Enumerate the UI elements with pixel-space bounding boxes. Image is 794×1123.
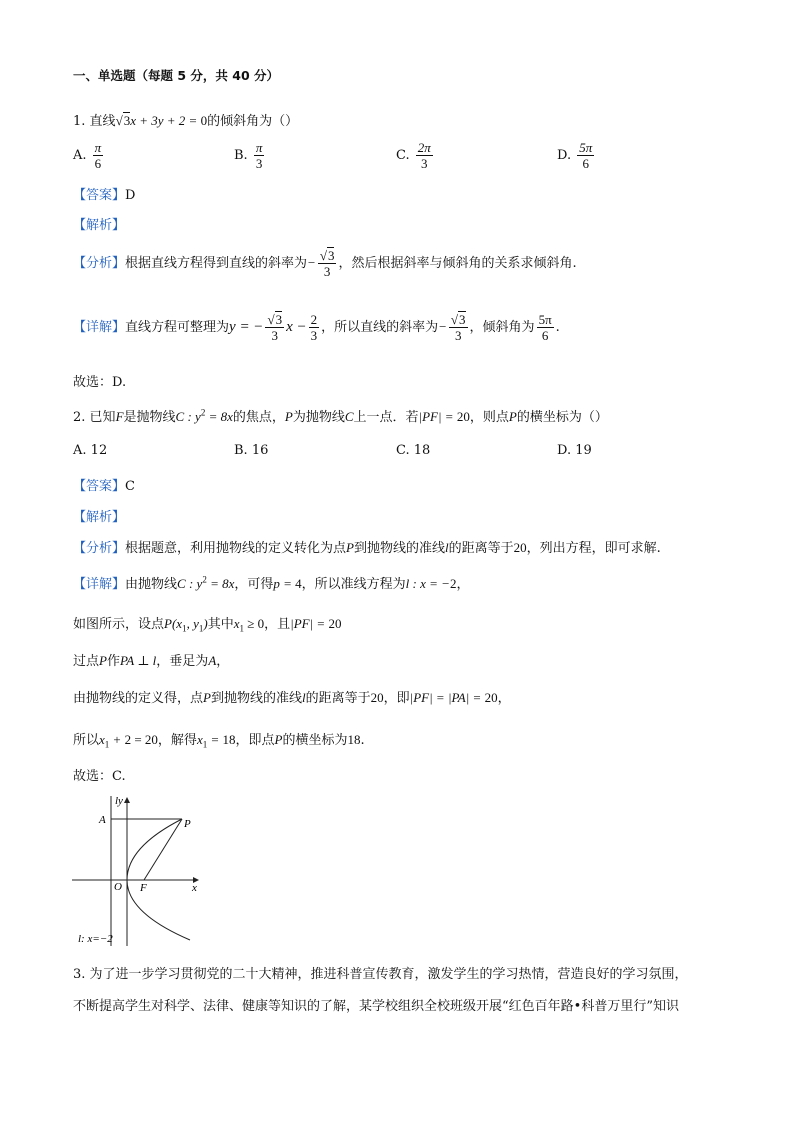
q2-line5: 由抛物线的定义得，点P到抛物线的准线l的距离等于20，即|PF| = |PA| = 20，: [73, 690, 511, 706]
q2-answer: 【答案】C: [73, 479, 135, 494]
q2-analysis-tag: 【解析】: [73, 510, 126, 525]
q2-option-d: D. 19: [557, 443, 592, 458]
q2-option-b: B. 16: [234, 443, 269, 458]
origin-label: O: [114, 881, 122, 893]
y-axis-label: y: [118, 795, 123, 807]
segment-pf: [144, 819, 182, 880]
q2-line6: 所以$x_1 + 2 = 20$，解得$x_1 = 18$，即点P的横坐标为18.: [73, 732, 365, 750]
point-p-label: P: [184, 818, 191, 830]
x-axis-label: x: [192, 882, 197, 894]
q1-number: 1.: [73, 114, 86, 129]
q1-stem-b: 的倾斜角为（）: [207, 114, 299, 129]
q1-stem: [73, 110, 298, 129]
q1-xiangjie: 【详解】直线方程可整理为y = − $\frac{√3}{3}$ x − $\frac{2}{3}$ ，所以直线的斜率为− $\frac{√3}{3}$ ，倾斜角为 $\frac{5\pi}{6}$ .: [73, 312, 560, 343]
q1-stem-a: 直线: [89, 114, 116, 129]
q3-line1: 3. 为了进一步学习贯彻党的二十大精神，推进科普宣传教育，激发学生的学习热情，营造良好的学习氛围，: [73, 967, 688, 982]
q1-fenxi: 【分析】根据直线方程得到直线的斜率为− $\frac{√3}{3}$ ，然后根据斜率与倾斜角的关系求倾斜角.: [73, 248, 577, 279]
point-a-label: A: [99, 814, 106, 826]
q2-stem: 2. 已知F是抛物线C : $y^2 = 8x$的焦点，P为抛物线C上一点．若|PF| = 20，则点P的横坐标为（）: [73, 407, 608, 425]
q1-option-c: C. $\frac{2\pi}{3}$: [396, 140, 431, 171]
q1-option-d: D. $\frac{5\pi}{6}$: [557, 140, 593, 171]
q1-option-b: B. $\frac{\pi}{3}$: [234, 140, 263, 171]
q2-conclusion: 故选：C.: [73, 769, 126, 784]
q2-option-c: C. 18: [396, 443, 431, 458]
section-title: 一、单选题（每题 5 分，共 40 分）: [73, 68, 280, 83]
focus-label: F: [140, 882, 147, 894]
q1-answer: 【答案】D: [73, 188, 136, 203]
q2-xiangjie: 【详解】由抛物线C : $y^2 = 8x$，可得p = 4，所以准线方程为l : x = −2，: [73, 574, 470, 592]
q1-equation: √3x + 3y + 2 = 0: [115, 113, 208, 128]
q2-line3: 如图所示，设点$P(x_1$, $y_1$)其中$x_1 \ge 0$，且|PF| = 20: [73, 616, 342, 634]
directrix-equation: l: x=−2: [78, 933, 113, 945]
q2-fenxi: 【分析】根据题意，利用抛物线的定义转化为点P到抛物线的准线l的距离等于20，列出方程，即可求解.: [73, 540, 661, 556]
q1-analysis-tag: 【解析】: [73, 218, 126, 233]
q2-line4: 过点P作PA ⊥ l，垂足为A，: [73, 653, 230, 669]
q1-option-a: A. $\frac{\pi}{6}$: [73, 140, 102, 171]
q1-conclusion: 故选：D.: [73, 375, 127, 390]
directrix-label: l: [115, 795, 119, 807]
parabola-figure: [70, 792, 210, 950]
q2-option-a: A. 12: [73, 443, 108, 458]
q3-line2: 不断提高学生对科学、法律、健康等知识的了解，某学校组织全校班级开展“红色百年路•科普万里行”知识: [73, 999, 679, 1014]
